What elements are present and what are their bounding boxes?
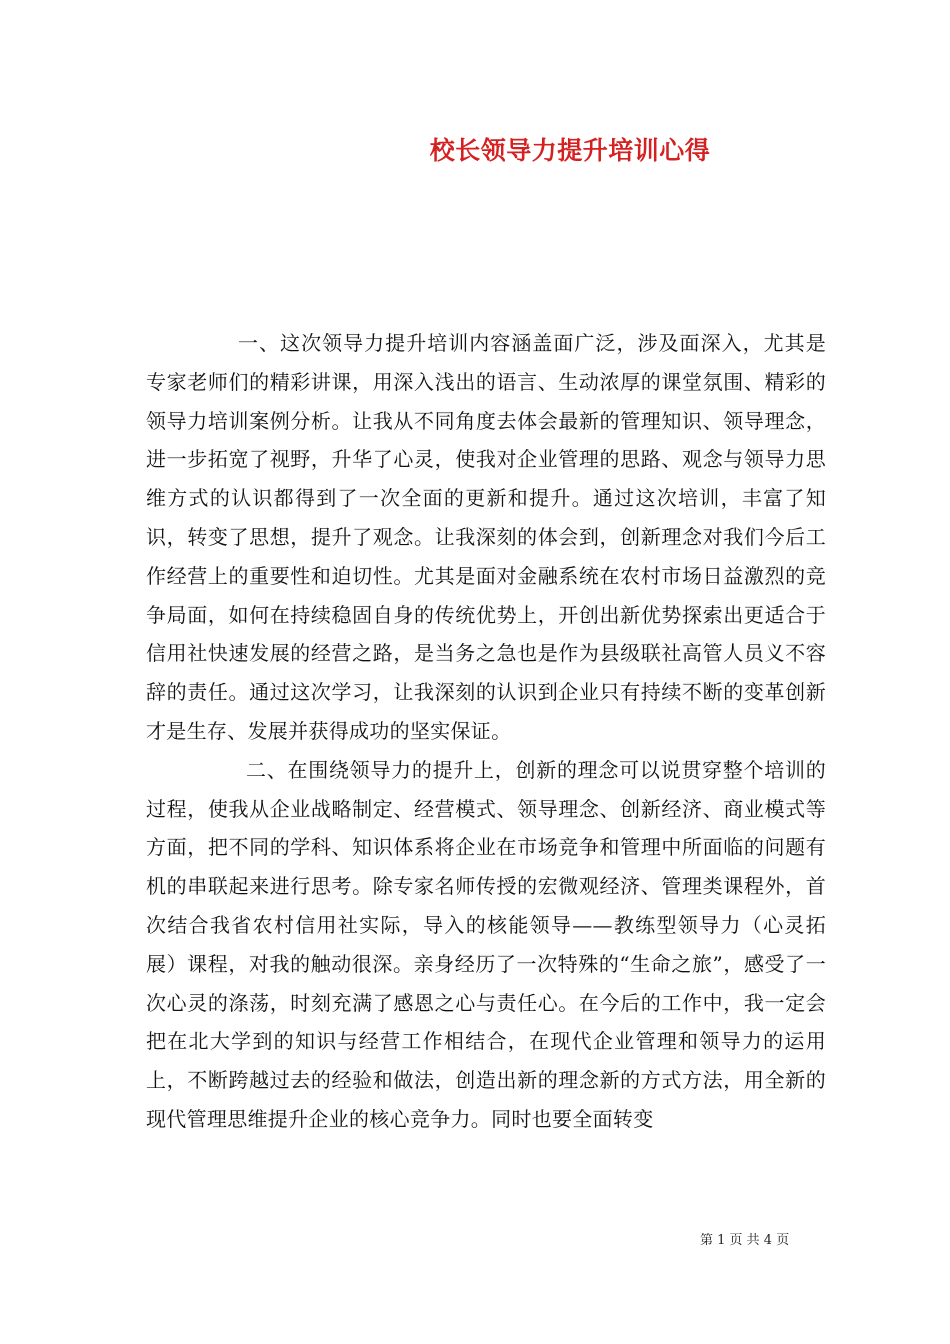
paragraph-1: 一、这次领导力提升培训内容涵盖面广泛，涉及面深入，尤其是专家老师们的精彩讲课，用深入浅出的语言、生动浓厚的课堂氛围、精彩的领导力培训案例分析。让我从不同角度去体会最新的管理知识、领导理念，进一步拓宽了视野，升华了心灵，使我对企业管理的思路、观念与领导力思维方式的认识都得到了一次全面的更新和提升。通过这次培训，丰富了知识，转变了思想，提升了观念。让我深刻的体会到，创新理念对我们今后工作经营上的重要性和迫切性。尤其是面对金融系统在农村市场日益激烈的竞争局面，如何在持续稳固自身的传统优势上，开创出新优势探索出更适合于信用社快速发展的经营之路，是当务之急也是作为县级联社高管人员义不容辞的责任。通过这次学习，让我深刻的认识到企业只有持续不断的变革创新才是生存、发展并获得成功的坚实保证。 — [146, 331, 826, 743]
document-body — [146, 324, 826, 1139]
paragraph-2: 二、在围绕领导力的提升上，创新的理念可以说贯穿整个培训的过程，使我从企业战略制定、经营模式、领导理念、创新经济、商业模式等方面，把不同的学科、知识体系将企业在市场竞争和管理中所面临的问题有机的串联起来进行思考。除专家名师传授的宏微观经济、管理类课程外，首次结合我省农村信用社实际，导入的核能领导——教练型领导力（心灵拓展）课程，对我的触动很深。亲身经历了一次特殊的“生命之旅”，感受了一次心灵的涤荡，时刻充满了感恩之心与责任心。在今后的工作中，我一定会把在北大学到的知识与经营工作相结合，在现代企业管理和领导力的运用上，不断跨越过去的经验和做法，创造出新的理念新的方式方法，用全新的现代管理思维提升企业的核心竞争力。同时也要全面转变 — [146, 757, 826, 1131]
document-title: 校长领导力提升培训心得 — [429, 136, 711, 165]
page-number-footer: 第 1 页 共 4 页 — [700, 1233, 790, 1248]
